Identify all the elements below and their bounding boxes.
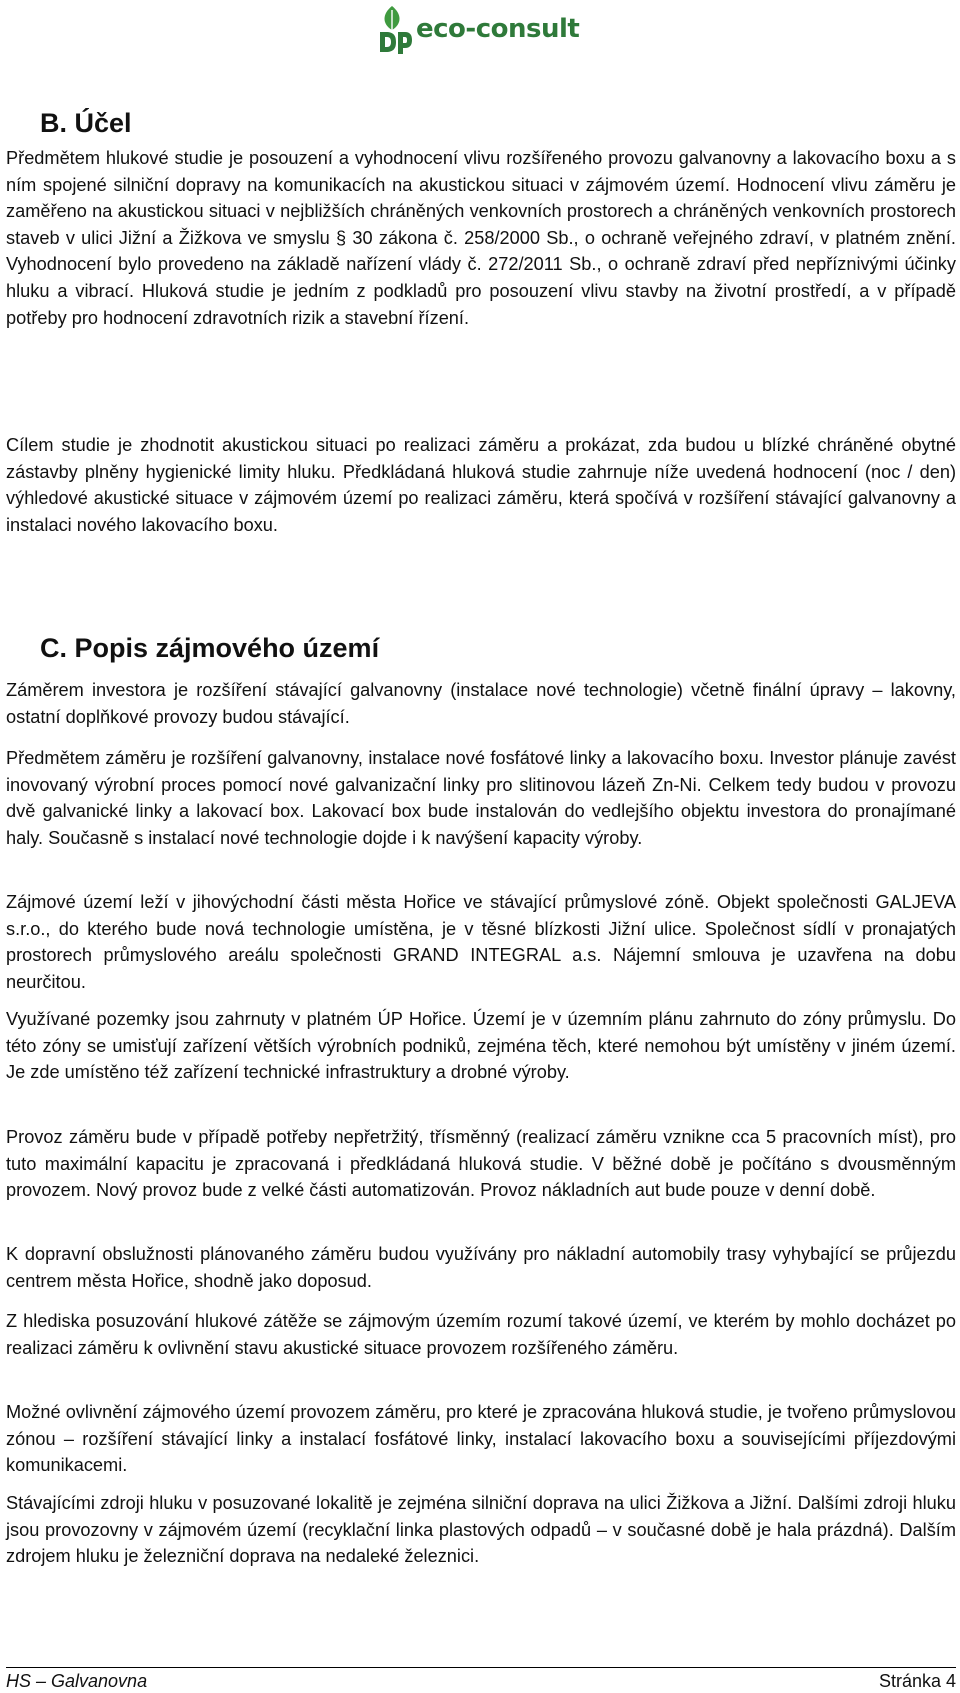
section-c-paragraph-3: Zájmové území leží v jihovýchodní části města Hořice ve stávající průmyslové zóně. Objekt společnosti GALJEVA s.r.o., do kterého bude nová technologie umístěna, je v těsné blízkosti Jižní ulice. Společnost sídlí v pronajatých prostorech průmyslového areálu společnosti GRAND INTEGRAL a.s. Nájemní smlouva je uzavřena na dobu neurčitou. [6, 892, 956, 992]
section-c-paragraph-7: Z hlediska posuzování hlukové zátěže se zájmovým územím rozumí takové území, ve kterém by mohlo docházet po realizaci záměru k ovlivnění stavu akustické situace provozem rozšířeného záměru. [6, 1311, 956, 1358]
section-c-paragraph-4: Využívané pozemky jsou zahrnuty v platném ÚP Hořice. Území je v územním plánu zahrnuto do zóny průmyslu. Do této zóny se umisťují zařízení větších výrobních podniků, zejména těch, které nemohou být umístěny v jiném území. Je zde umístěno též zařízení technické infrastruktury a drobné výroby. [6, 1009, 956, 1083]
section-c-paragraph-6: K dopravní obslužnosti plánovaného záměru budou využívány pro nákladní automobily trasy vyhybající se průjezdu centrem města Hořice, shodně jako doposud. [6, 1244, 956, 1291]
section-b-paragraph-2: Cílem studie je zhodnotit akustickou situaci po realizaci záměru a prokázat, zda budou u blízké chráněné obytné zástavby plněny hygienické limity hluku. Předkládaná hluková studie zahrnuje níže uvedená hodnocení (noc / den) výhledové akustické situace v zájmovém území po realizaci záměru, která spočívá v rozšíření stávající galvanovny a instalaci nového lakovacího boxu. [6, 435, 956, 535]
leaf-dp-logo-icon [378, 4, 412, 54]
section-b-paragraph-1: Předmětem hlukové studie je posouzení a vyhodnocení vlivu rozšířeného provozu galvanovny a lakovacího boxu a s ním spojené silniční dopravy na komunikacích na akustickou situaci v zájmovém území. Hodnocení vlivu záměru je zaměřeno na akustickou situaci v nejbližších chráněných venkovních prostorech a chráněných venkovních prostorech staveb v ulici Jižní a Žižkova ve smyslu § 30 zákona č. 258/2000 Sb., o ochraně veřejného zdraví, v platném znění. Vyhodnocení bylo provedeno na základě nařízení vlády č. 272/2011 Sb., o ochraně zdraví před nepříznivými účinky hluku a vibrací. Hluková studie je jedním z podkladů pro posouzení vlivu stavby na životní prostředí, a v případě potřeby pro hodnocení zdravotních rizik a stavební řízení. [6, 148, 956, 328]
footer-document-name: HS – Galvanovna [6, 1671, 148, 1691]
footer-divider [6, 1667, 956, 1668]
section-c-paragraph-2: Předmětem záměru je rozšíření galvanovny, instalace nové fosfátové linky a lakovacího boxu. Investor plánuje zavést inovovaný výrobní proces pomocí nové galvanizační linky pro slitinovou lázeň Zn-Ni. Celkem tedy budou v provozu dvě galvanické linky a lakovací box. Lakovací box bude instalován do vedlejšího objektu investora do pronajímané haly. Současně s instalací nové technologie dojde i k navýšení kapacity výroby. [6, 748, 956, 848]
section-c-paragraph-8: Možné ovlivnění zájmového území provozem záměru, pro které je zpracována hluková studie, je tvořeno průmyslovou zónou – rozšíření stávající linky a instalací fosfátové linky, instalací lakovacího boxu a souvisejícími příjezdovými komunikacemi. [6, 1402, 956, 1476]
section-c-paragraph-9: Stávajícími zdroji hluku v posuzované lokalitě je zejména silniční doprava na ulici Žižkova a Jižní. Dalšími zdroji hluku jsou provozovny v zájmovém území (recyklační linka plastových odpadů – v současné době je hala prázdná). Dalším zdrojem hluku je železniční doprava na nedaleké železnici. [6, 1493, 956, 1567]
logo-text: eco-consult [416, 14, 580, 44]
company-logo [378, 4, 579, 54]
footer-page-number: Stránka 4 [878, 1671, 956, 1691]
section-c-paragraph-1: Záměrem investora je rozšíření stávající galvanovny (instalace nové technologie) včetně finální úpravy – lakovny, ostatní doplňkové provozy budou stávající. [6, 680, 956, 727]
section-c-paragraph-5: Provoz záměru bude v případě potřeby nepřetržitý, třísměnný (realizací záměru vznikne cca 5 pracovních míst), pro tuto maximální kapacitu je zpracovaná i předkládaná hluková studie. V běžné době je počítáno s dvousměnným provozem. Nový provoz bude z velké části automatizován. Provoz nákladních aut bude pouze v denní době. [6, 1127, 956, 1201]
section-c-heading: C. Popis zájmového území [40, 633, 380, 663]
section-b-heading: B. Účel [40, 108, 132, 138]
